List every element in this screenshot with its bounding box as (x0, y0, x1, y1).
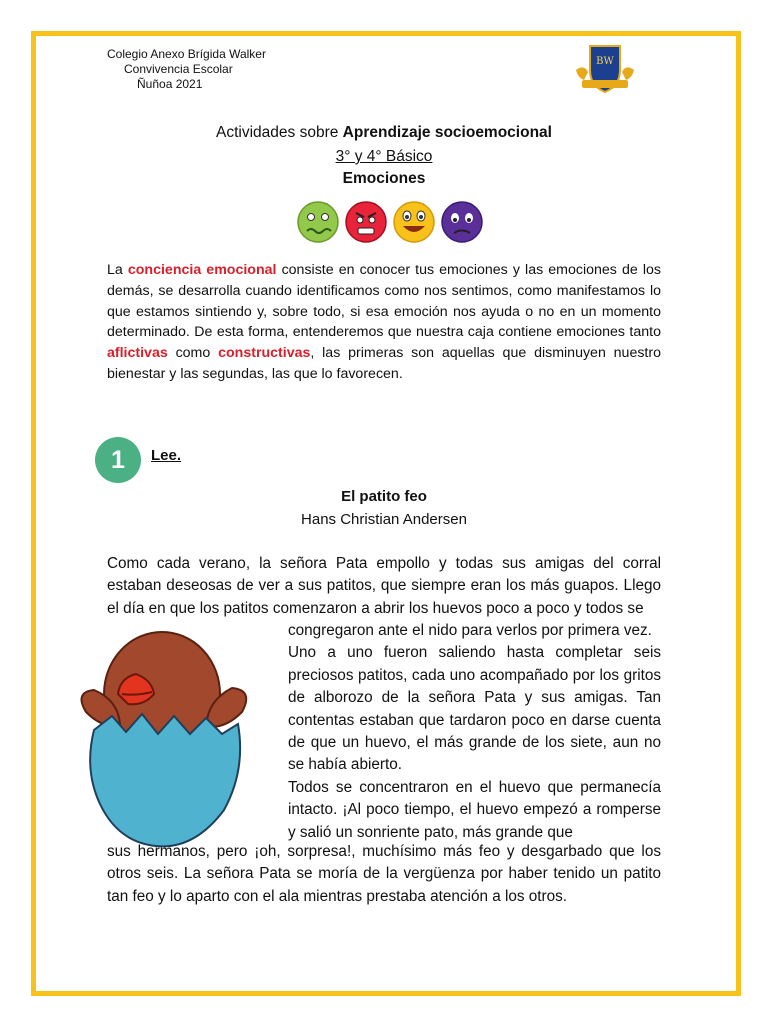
story-paragraph: Todos se concentraron en el huevo que permanecía intacto. ¡Al poco tiempo, el huevo empezó a romperse y salió un sonriente pato, más grande que (288, 778, 661, 841)
emotion-faces (296, 200, 486, 244)
angry-face-icon (346, 202, 386, 242)
duckling-in-egg-illustration (74, 620, 254, 852)
highlight-term: conciencia emocional (127, 262, 277, 278)
happy-face-icon (394, 202, 434, 242)
subject-title: Emociones (342, 170, 426, 187)
school-name: Colegio Anexo Brígida Walker (107, 47, 266, 61)
story-title: El patito feo (341, 488, 427, 505)
highlight-term: aflictivas (107, 345, 168, 362)
grade-level: 3° y 4° Básico (335, 148, 433, 165)
school-crest-icon (574, 40, 636, 96)
sad-face-icon (442, 202, 482, 242)
highlight-term: constructivas (218, 345, 311, 362)
story-paragraph: congregaron ante el nido para verlos por primera vez. (288, 622, 652, 639)
step-instruction: Lee. (151, 447, 182, 464)
activity-title: Actividades sobre Aprendizaje socioemocional (216, 124, 552, 141)
school-header (107, 47, 266, 92)
story-paragraph: sus hermanos, pero ¡oh, sorpresa!, muchísimo más feo y desgarbado que los otros seis. La señora Pata se moría de la vergüenza por haber tenido un patito tan feo y lo aparto con el ala mientras prestaba atención a los otros. (107, 843, 661, 905)
sick-face-icon (298, 202, 338, 242)
story-paragraph: Uno a uno fueron saliendo hasta completar seis preciosos patitos, cada uno acompañado por los gritos de alborozo de la señora Pata y sus amigas. Tan contentas estaban que tardaron poco en darse cuenta de que un huevo, el más grande de los siete, aun no se había abierto. (288, 644, 661, 774)
story-paragraph: Como cada verano, la señora Pata empollo y todas sus amigas del corral estaban deseosas de ver a sus patitos, que siempre eran los más guapos. Llego el día en que los patitos comenzaron a abrir los huevos poco a poco y todos se (107, 555, 661, 617)
department-name: Convivencia Escolar (124, 62, 233, 76)
story-author: Hans Christian Andersen (301, 511, 467, 528)
crest-letters: BW (596, 56, 614, 67)
location-year: Ñuñoa 2021 (137, 77, 203, 91)
intro-paragraph: La conciencia emocional consiste en conocer tus emociones y las emociones de los demás, se desarrolla cuando identificamos como nos sentimos, como manifestamos lo que estamos sintiendo y, sobre todo, si esa emoción nos ayuda o no en un momento determinado. De esta forma, entenderemos que nuestra caja contiene emociones tanto aflictivas como constructivas, las primeras son aquellas que disminuyen nuestro bienestar y las segundas, las que lo favorecen. (107, 262, 661, 382)
step-number-badge: 1 (95, 437, 141, 483)
story-wrapped-text (288, 620, 661, 844)
